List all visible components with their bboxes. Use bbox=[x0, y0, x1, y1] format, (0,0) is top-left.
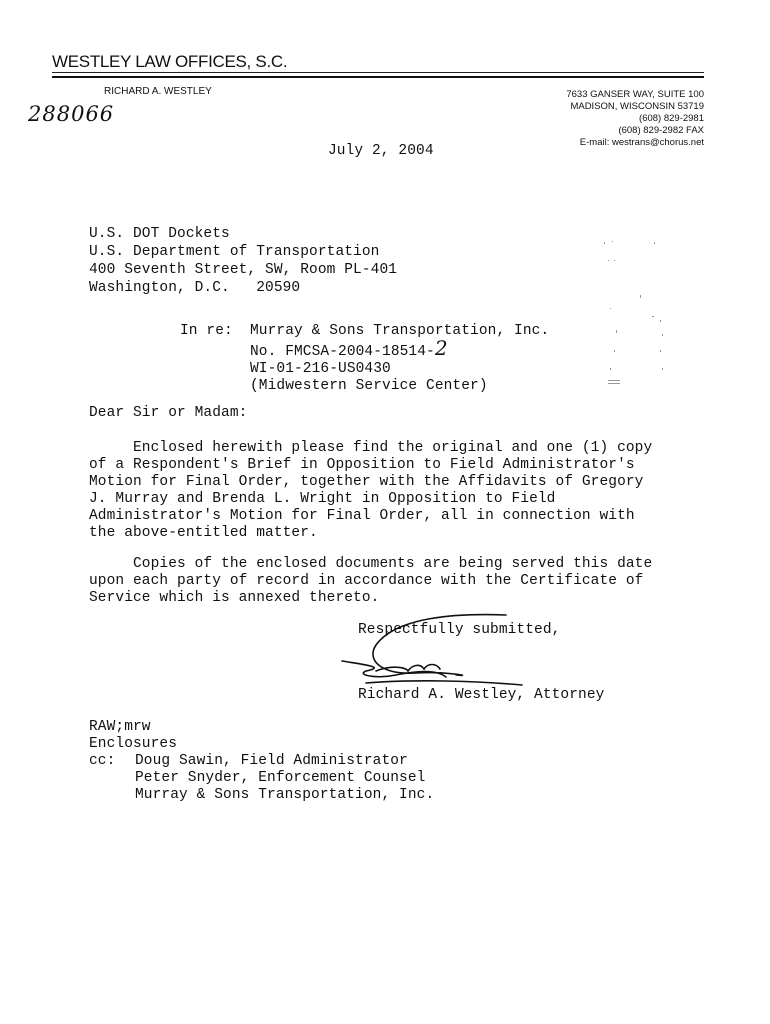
cc-list bbox=[135, 753, 434, 804]
closing: Respectfully submitted, bbox=[358, 622, 561, 638]
body-paragraph-1: Enclosed herewith please find the original and one (1) copy of a Respondent's Brief in Opposition to Field Administrator's Motion for Final Order, together with the Affidavits of Gregory J. Murray and Brenda L. Wright in Opposition to Field Administrator's Motion for Final Order, all in connection with the above-entitled matter. bbox=[89, 440, 653, 541]
body-paragraph-2: Copies of the enclosed documents are being served this date upon each party of record in accordance with the Certificate of Service which is annexed thereto. bbox=[89, 556, 653, 606]
handwritten-docket-number: 288066 bbox=[28, 102, 115, 126]
address-email: E-mail: westrans@chorus.net bbox=[579, 137, 704, 148]
letterhead-rule-thin bbox=[52, 72, 704, 73]
recipient-line: 400 Seventh Street, SW, Room PL-401 bbox=[89, 262, 398, 278]
re-line-docket bbox=[250, 336, 549, 361]
firm-name: WESTLEY LAW OFFICES, S.C. bbox=[52, 52, 288, 71]
address-city: MADISON, WISCONSIN 53719 bbox=[570, 101, 704, 112]
letterhead-rule-thick bbox=[52, 76, 704, 78]
signature-scribble bbox=[336, 605, 536, 695]
re-line: WI-01-216-US0430 bbox=[250, 361, 391, 377]
cc-label: cc: bbox=[89, 753, 116, 769]
recipient-address bbox=[89, 225, 397, 297]
re-handwritten-suffix: 2 bbox=[434, 336, 448, 360]
enclosures-note: Enclosures bbox=[89, 736, 178, 752]
signer-name: Richard A. Westley, Attorney bbox=[358, 687, 605, 703]
re-block bbox=[250, 323, 549, 395]
recipient-line: Washington, D.C. 20590 bbox=[89, 280, 301, 296]
recipient-line: U.S. Department of Transportation bbox=[89, 244, 380, 260]
recipient-line: U.S. DOT Dockets bbox=[89, 226, 230, 242]
typist-initials: RAW;mrw bbox=[89, 719, 151, 735]
cc-recipient: Murray & Sons Transportation, Inc. bbox=[135, 787, 435, 803]
address-fax: (608) 829-2982 FAX bbox=[618, 125, 704, 136]
re-docket-text: No. FMCSA-2004-18514- bbox=[250, 344, 435, 360]
letter-date: July 2, 2004 bbox=[328, 143, 434, 159]
letterhead-address bbox=[484, 89, 704, 149]
re-line: Murray & Sons Transportation, Inc. bbox=[250, 323, 550, 339]
re-line: (Midwestern Service Center) bbox=[250, 378, 488, 394]
reference-initials bbox=[89, 719, 177, 753]
scan-specks bbox=[590, 238, 680, 398]
letterhead-attorney: RICHARD A. WESTLEY bbox=[104, 86, 212, 97]
cc-recipient: Peter Snyder, Enforcement Counsel bbox=[135, 770, 426, 786]
cc-recipient: Doug Sawin, Field Administrator bbox=[135, 753, 408, 769]
address-phone: (608) 829-2981 bbox=[639, 113, 704, 124]
salutation: Dear Sir or Madam: bbox=[89, 405, 248, 421]
address-street: 7633 GANSER WAY, SUITE 100 bbox=[566, 89, 704, 100]
re-label: In re: bbox=[180, 323, 233, 339]
